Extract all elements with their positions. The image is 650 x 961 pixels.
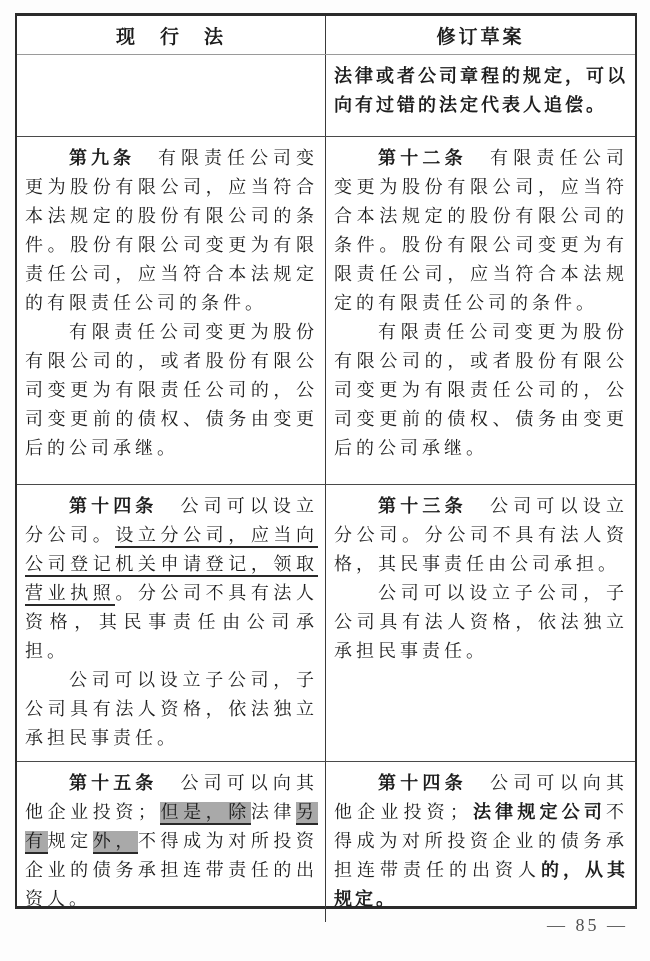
text-run-normal: 有限责任公司变更为股份有限公司的，或者股份有限公司变更为有限责任公司的，公司变更前的债权、债务由变更后的公司承继。 — [334, 322, 628, 458]
cell-left — [17, 485, 326, 761]
paragraph — [25, 144, 318, 318]
text-run-normal: 公司可以设立子公司，子公司具有法人资格，依法独立承担民事责任。 — [334, 583, 628, 661]
text-run-normal: 公司可以设立子公司，子公司具有法人资格，依法独立承担民事责任。 — [25, 670, 318, 748]
table-rows — [17, 55, 635, 922]
text-run-bold: 第十四条 — [378, 773, 467, 793]
text-run-highlight: 但是，除 — [160, 802, 251, 825]
table-header-row — [17, 16, 635, 55]
paragraph — [25, 318, 318, 463]
page-number: — 85 — — [547, 915, 628, 935]
text-run-normal: 规定 — [47, 831, 93, 851]
text-run-bold: 法律或者公司章程的规定，可以向有过错的法定代表人追偿。 — [334, 66, 628, 115]
paragraph — [25, 769, 318, 914]
text-run-normal: 公司可以向其他企业投资； — [334, 773, 629, 822]
text-run-bold: 第九条 — [69, 148, 135, 168]
text-run-bold: 的，从其规定。 — [334, 860, 628, 909]
table-row — [17, 484, 635, 761]
cell-left — [17, 137, 326, 484]
text-run-normal: 有限责任公司变更为股份有限公司，应当符合本法规定的股份有限公司的条件。股份有限公司变更为有限责任公司，应当符合本法规定的有限责任公司的条件。 — [334, 148, 629, 313]
paragraph — [334, 492, 628, 579]
table-row — [17, 55, 635, 136]
text-run-normal: 有限责任公司变更为股份有限公司，应当符合本法规定的股份有限公司的条件。股份有限公司变更为有限责任公司，应当符合本法规定的有限责任公司的条件。 — [25, 148, 318, 313]
text-run-normal: 公司可以设立分公司。 — [25, 496, 319, 545]
text-run-underline: 设立分公司，应当向公司登记机关申请登记，领取营业执照 — [25, 525, 318, 606]
text-run-bold: 法律规定公司 — [471, 802, 607, 822]
text-run-normal: 不得成为对所投资企业的债务承担连带责任的出资人 — [334, 802, 629, 880]
text-run-normal: 有限责任公司变更为股份有限公司的，或者股份有限公司变更为有限责任公司的，公司变更前的债权、债务由变更后的公司承继。 — [25, 322, 318, 458]
text-run-bold: 第十二条 — [378, 148, 467, 168]
cell-left — [17, 55, 326, 136]
cell-right — [326, 137, 635, 484]
table-row — [17, 136, 635, 484]
paragraph — [334, 144, 628, 318]
paragraph — [334, 62, 628, 120]
text-run-normal: 公司可以设立分公司。分公司不具有法人资格，其民事责任由公司承担。 — [334, 496, 629, 574]
cell-right — [326, 762, 635, 922]
paragraph — [25, 666, 318, 753]
text-run-highlight: 外， — [93, 831, 138, 854]
text-run-normal: 法律 — [250, 802, 297, 822]
paragraph — [25, 492, 318, 666]
header-current-law: 现 行 法 — [17, 16, 326, 54]
cell-left — [17, 762, 326, 922]
text-run-normal: 不得成为对所投资企业的债务承担连带责任的出资人。 — [25, 831, 319, 909]
text-run-bold: 第十三条 — [378, 496, 467, 516]
paragraph — [334, 318, 628, 463]
text-run-normal: 。分公司不具有法人资格，其民事责任由公司承担。 — [25, 583, 319, 661]
comparison-table — [15, 13, 637, 909]
header-revision-draft: 修订草案 — [436, 26, 525, 48]
table-row — [17, 761, 635, 922]
text-run-bold: 第十五条 — [69, 773, 158, 793]
text-run-normal: 公司可以向其他企业投资； — [25, 773, 319, 822]
text-run-highlight: 另有 — [25, 802, 318, 854]
paragraph — [334, 769, 628, 914]
paragraph — [334, 579, 628, 666]
cell-right — [326, 55, 635, 136]
text-run-bold: 第十四条 — [69, 496, 158, 516]
cell-right — [326, 485, 635, 761]
